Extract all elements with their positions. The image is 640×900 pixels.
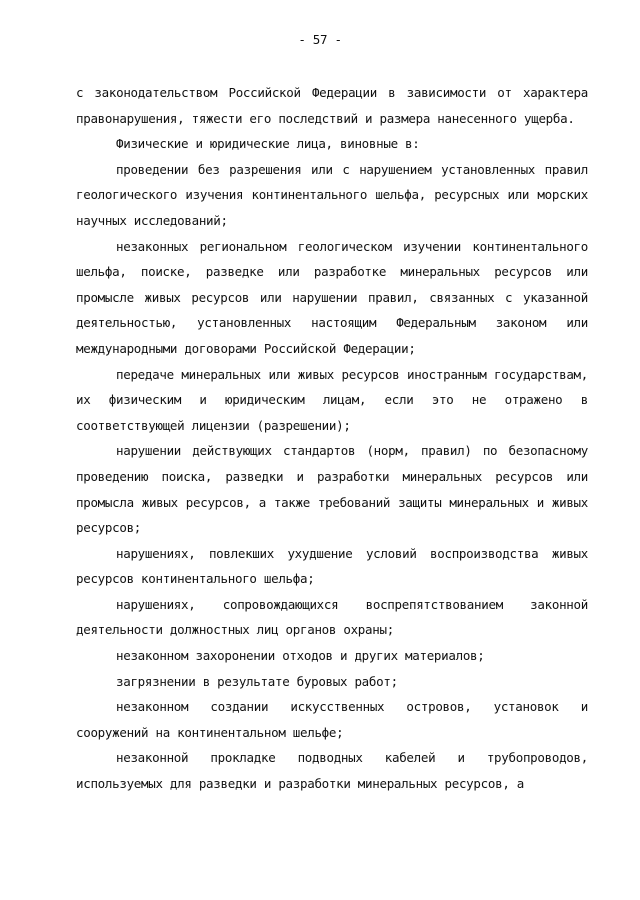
list-item: нарушениях, повлекших ухудшение условий воспроизводства живых ресурсов континентального шельфа; [76, 545, 588, 587]
list-item: нарушении действующих стандартов (норм, правил) по безопасному проведению поиска, разведки и разработки минеральных ресурсов или промысла живых ресурсов, а также требований защиты минеральных и живых ресурсов; [76, 443, 588, 536]
list-item: проведении без разрешения или с нарушением установленных правил геологического изучения континентального шельфа, ресурсных или морских научных исследований; [76, 161, 588, 228]
list-item: нарушениях, сопровождающихся воспрепятствованием законной деятельности должностных лиц органов охраны; [76, 596, 588, 638]
body-text [76, 80, 588, 797]
list-item: незаконном создании искусственных островов, установок и сооружений на континентальном шельфе; [76, 699, 588, 740]
list-item: незаконном захоронении отходов и других материалов; [116, 648, 485, 664]
paragraph-continuation: с законодательством Российской Федерации в зависимости от характера правонарушения, тяжести его последствий и размера нанесенного ущерба. [76, 85, 588, 126]
paragraph-intro: Физические и юридические лица, виновные в: [116, 136, 420, 152]
page-number: - 57 - [298, 32, 342, 47]
list-item: загрязнении в результате буровых работ; [116, 673, 398, 689]
list-item: передаче минеральных или живых ресурсов иностранным государствам, их физическим и юридическим лицам, если это не отражено в соответствующей лицензии (разрешении); [76, 366, 588, 433]
list-item: незаконной прокладке подводных кабелей и трубопроводов, используемых для разведки и разработки минеральных ресурсов, а [76, 750, 588, 792]
list-item: незаконных региональном геологическом изучении континентального шельфа, поиске, разведке или разработке минеральных ресурсов или промысле живых ресурсов или нарушении правил, связанных с указанной деятельностью, установленных настоящим Федеральным законом или международными договорами Российской Федерации; [76, 238, 588, 356]
